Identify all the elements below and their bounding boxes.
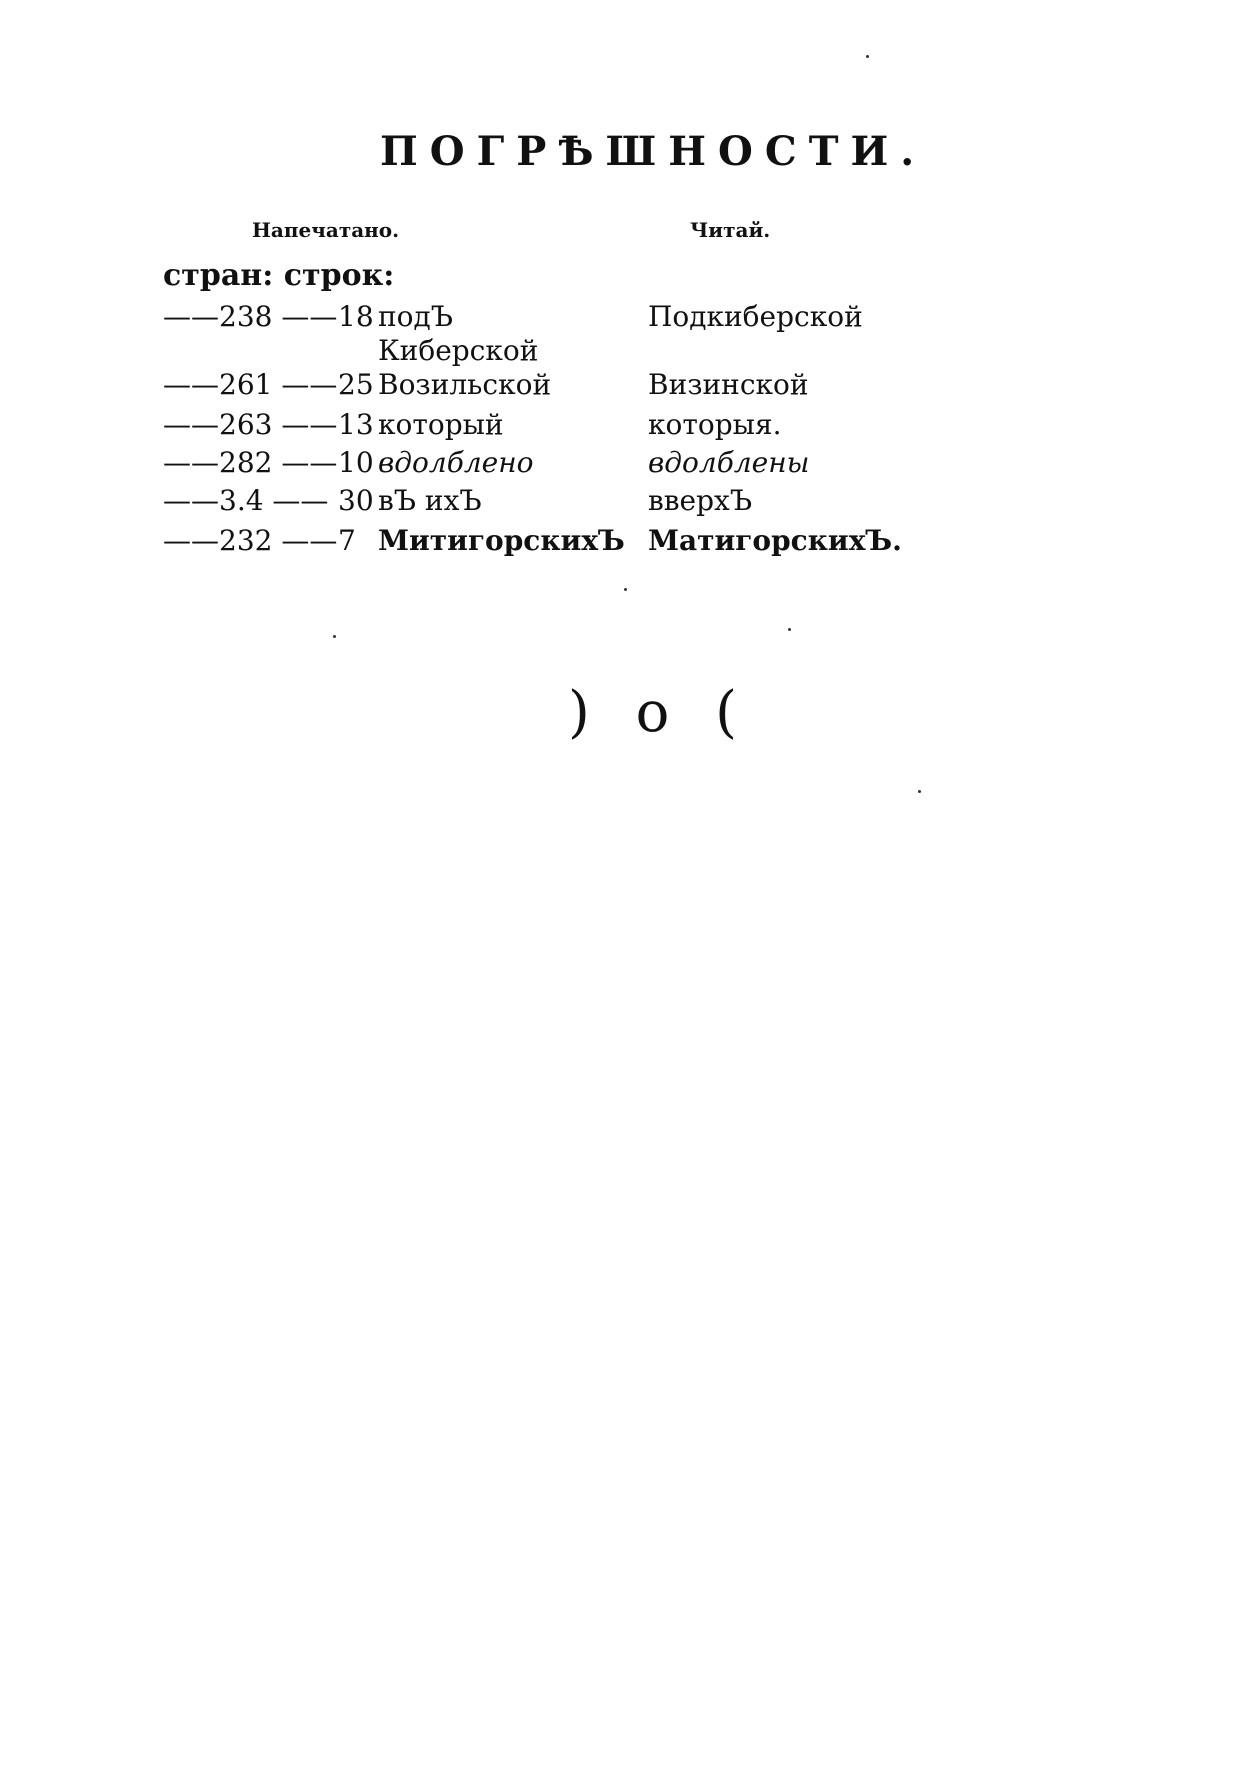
- page-title: ПОГРѢШНОСТИ.: [380, 128, 927, 175]
- column-header-printed: Напечатано.: [252, 218, 400, 242]
- line-number: 30: [338, 484, 374, 517]
- scan-speck: [866, 55, 869, 58]
- corrected-text: вдолблены: [648, 446, 810, 479]
- line-number: 18: [338, 300, 374, 333]
- printed-text: Возильской: [378, 368, 552, 401]
- printer-ornament: ) o (: [568, 680, 752, 745]
- scan-speck: [918, 790, 921, 793]
- corrected-text: вверхЪ: [648, 484, 753, 517]
- printed-text: вЪ ихЪ: [378, 484, 482, 517]
- corrected-text: Подкиберской: [648, 300, 863, 333]
- line-number: 10: [338, 446, 374, 479]
- page-number: ——238 ——: [163, 300, 338, 333]
- scan-speck: [788, 628, 791, 631]
- printed-text: который: [378, 408, 504, 441]
- scan-speck: [624, 588, 627, 591]
- page-number: ——3.4 ——: [163, 484, 329, 517]
- scan-speck: [333, 635, 336, 638]
- line-number: 7: [338, 524, 356, 557]
- page-number: ——263 ——: [163, 408, 338, 441]
- line-number: 25: [338, 368, 374, 401]
- page-number: ——232 ——: [163, 524, 338, 557]
- line-number: 13: [338, 408, 374, 441]
- page-number: ——282 ——: [163, 446, 338, 479]
- page-number: ——261 ——: [163, 368, 338, 401]
- printed-text: подЪ Киберской: [378, 300, 539, 367]
- printed-text: МитигорскихЪ: [378, 524, 625, 557]
- corrected-text: Визинской: [648, 368, 809, 401]
- column-header-read: Читай.: [690, 218, 771, 242]
- printed-text: вдолблено: [378, 446, 534, 479]
- corrected-text: которыя.: [648, 408, 782, 441]
- corrected-text: МатигорскихЪ.: [648, 524, 902, 557]
- reference-header: стран: строк:: [163, 258, 395, 293]
